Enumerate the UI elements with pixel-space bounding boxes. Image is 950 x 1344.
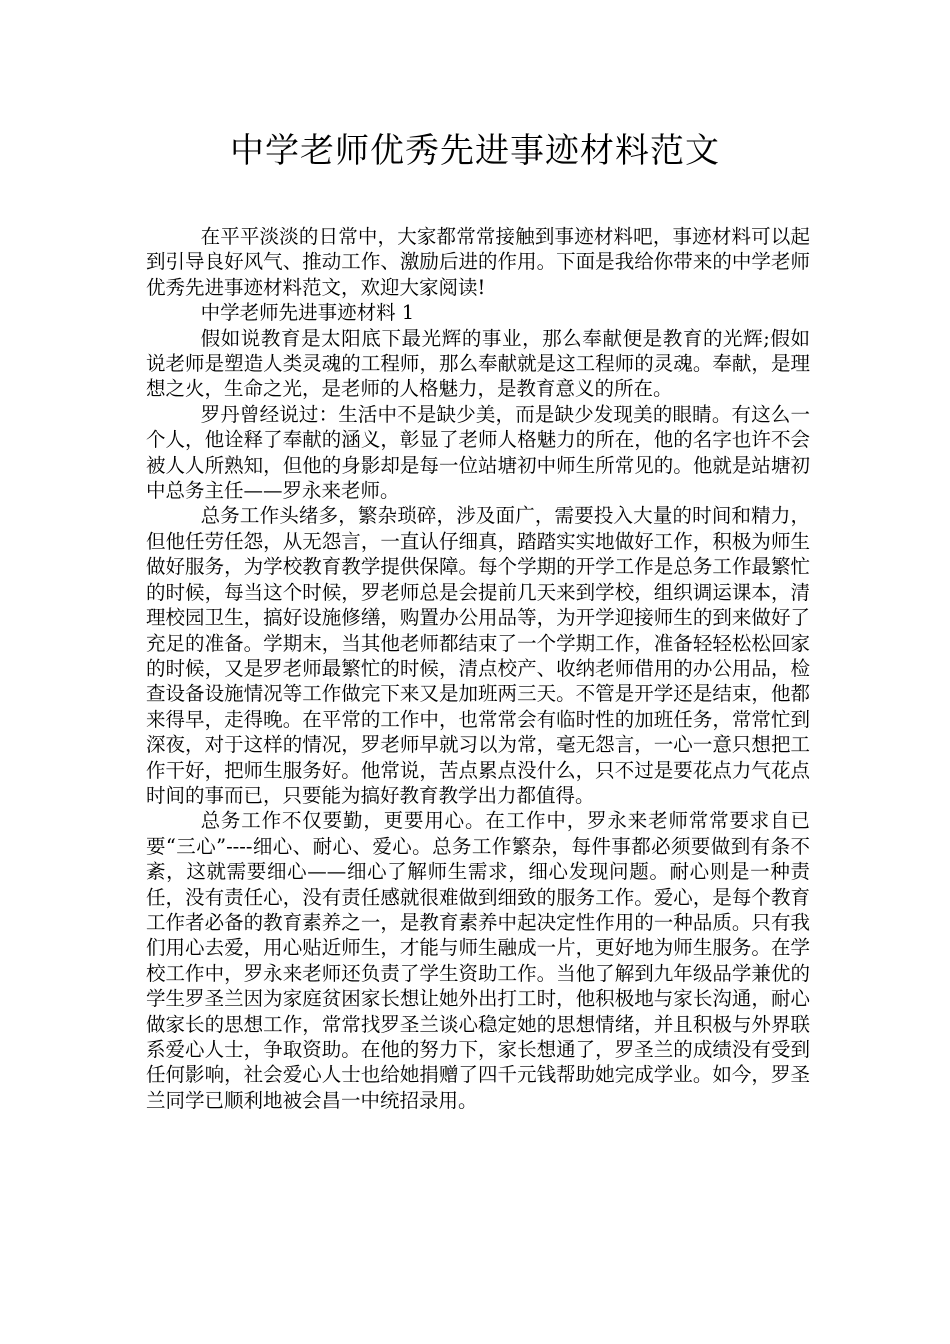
- section-heading: 中学老师先进事迹材料 1: [200, 301, 415, 325]
- body-paragraph: 罗丹曾经说过：生活中不是缺少美，而是缺少发现美的眼睛。有这么一个人，他诠释了奉献的涵义，彰显了老师人格魅力的所在，他的名字也许不会被人人所熟知，但他的身影却是每一位站塘初中师生所常见的。他就是站塘初中总务主任——罗永来老师。: [146, 402, 810, 503]
- document-title: 中学老师优秀先进事迹材料范文: [230, 131, 720, 171]
- body-paragraph: 总务工作不仅要勤，更要用心。在工作中，罗永来老师常常要求自已要“三心”----细心、耐心、爱心。总务工作繁杂，每件事都必须要做到有条不紊，这就需要细心——细心了解师生需求，细心发现问题。耐心则是一种责任，没有责任心，没有责任感就很难做到细致的服务工作。爱心，是每个教育工作者必备的教育素养之一，是教育素养中起决定性作用的一种品质。只有我们用心去爱，用心贴近师生，才能与师生融成一片，更好地为师生服务。在学校工作中，罗永来老师还负责了学生资助工作。当他了解到九年级品学兼优的学生罗圣兰因为家庭贫困家长想让她外出打工时，他积极地与家长沟通，耐心做家长的思想工作，常常找罗圣兰谈心稳定她的思想情绪，并且积极与外界联系爱心人士，争取资助。在他的努力下，家长想通了，罗圣兰的成绩没有受到任何影响，社会爱心人士也给她捐赠了四千元钱帮助她完成学业。如今，罗圣兰同学已顺利地被会昌一中统招录用。: [146, 809, 810, 1112]
- document-body: [146, 224, 810, 1113]
- body-paragraph: 假如说教育是太阳底下最光辉的事业，那么奉献便是教育的光辉;假如说老师是塑造人类灵魂的工程师，那么奉献就是这工程师的灵魂。奉献，是理想之火，生命之光，是老师的人格魅力，是教育意义的所在。: [146, 326, 810, 401]
- body-paragraph: 总务工作头绪多，繁杂琐碎，涉及面广，需要投入大量的时间和精力，但他任劳任怨，从无怨言，一直认仔细真，踏踏实实地做好工作，积极为师生做好服务，为学校教育教学提供保障。每个学期的开学工作是总务工作最繁忙的时候，每当这个时候，罗老师总是会提前几天来到学校，组织调运课本，清理校园卫生，搞好设施修缮，购置办公用品等，为开学迎接师生的到来做好了充足的准备。学期末，当其他老师都结束了一个学期工作，准备轻轻松松回家的时候，又是罗老师最繁忙的时候，清点校产、收纳老师借用的办公用品，检查设备设施情况等工作做完下来又是加班两三天。不管是开学还是结束，他都来得早，走得晚。在平常的工作中，也常常会有临时性的加班任务，常常忙到深夜，对于这样的情况，罗老师早就习以为常，毫无怨言，一心一意只想把工作干好，把师生服务好。他常说，苦点累点没什么，只不过是要花点力气花点时间的事而已，只要能为搞好教育教学出力都值得。: [146, 504, 810, 807]
- intro-paragraph: 在平平淡淡的日常中，大家都常常接触到事迹材料吧，事迹材料可以起到引导良好风气、推动工作、激励后进的作用。下面是我给你带来的中学老师优秀先进事迹材料范文，欢迎大家阅读!: [146, 225, 810, 299]
